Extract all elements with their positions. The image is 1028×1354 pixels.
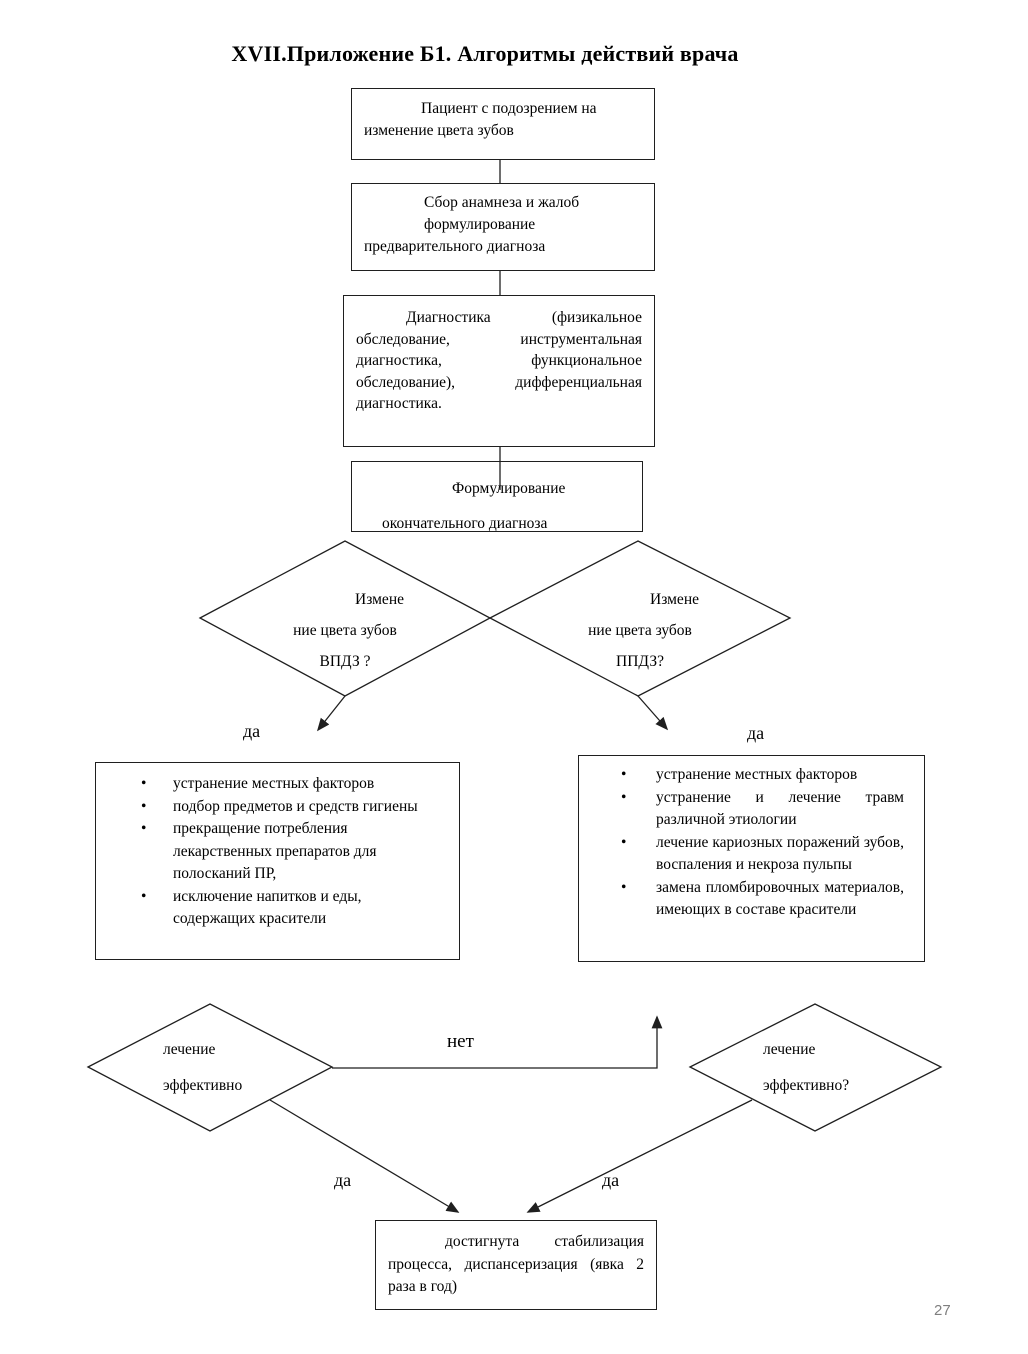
list-item (141, 886, 459, 931)
arrow-ppdz-yes (638, 696, 667, 729)
list-item (621, 764, 924, 787)
list-item (141, 796, 459, 819)
page-number: 27 (934, 1302, 951, 1319)
list-item (141, 773, 459, 796)
list-item-text: исключение напитков и еды, содержащих красители (173, 887, 362, 927)
bullet-icon: • (141, 820, 147, 837)
actions-ppdz-list (579, 764, 924, 922)
label-no: нет (447, 1031, 474, 1052)
box-final-diagnosis-text: Формулирование окончательного диагноза (382, 480, 566, 532)
list-item (621, 832, 924, 877)
diamond-treatment-left-line: лечение (163, 1041, 216, 1058)
label-yes-bottom-right: да (602, 1170, 620, 1190)
list-item-text: устранение и лечение травм различной этиологии (656, 788, 904, 828)
box-anamnesis-line: формулирование предварительного диагноза (364, 216, 546, 255)
box-diagnostics (343, 295, 655, 447)
box-final-diagnosis (351, 461, 643, 532)
label-yes-top-left: да (243, 721, 261, 741)
box-outcome (375, 1220, 657, 1310)
bullet-icon: • (141, 775, 147, 792)
list-item-text: устранение местных факторов (656, 766, 858, 783)
diamond-ppdz-line: Измене (650, 591, 699, 608)
arrow-no-feedback (332, 1017, 657, 1068)
list-item-text: лечение кариозных поражений зубов, воспаления и некроза пульпы (656, 833, 904, 873)
page-title: XVII.Приложение Б1. Алгоритмы действий врача (231, 41, 739, 66)
list-item-text: подбор предметов и средств гигиены (173, 797, 418, 815)
arrow-yes-bottom-right (528, 1100, 752, 1212)
diamond-vpdz-line: Измене (355, 591, 404, 608)
diamond-treatment-right-text (763, 1032, 913, 1104)
box-diagnostics-text: Диагностика (физикальное обследование, инструментальная диагностика, функциональное обследование), дифференциальная диагностика. (356, 309, 642, 412)
box-anamnesis-line: Сбор анамнеза и жалоб (424, 194, 580, 211)
bullet-icon: • (621, 788, 627, 806)
diamond-ppdz-line: ние цвета зубов (588, 622, 692, 639)
list-item-text: устранение местных факторов (173, 775, 375, 792)
diamond-treatment-left-text (163, 1032, 313, 1104)
list-item-text: прекращение потребления лекарственных препаратов для полосканий ПР, (173, 820, 377, 882)
list-item-text: замена пломбировочных материалов, имеющих в составе красители (656, 878, 904, 918)
list-item (621, 877, 924, 922)
box-actions-vpdz (95, 762, 460, 960)
diamond-vpdz-line: ВПДЗ ? (319, 653, 371, 670)
diamond-vpdz-line: ние цвета зубов (293, 622, 397, 639)
label-yes-top-right: да (747, 723, 765, 743)
diamond-treatment-right-line: эффективно? (763, 1077, 850, 1094)
bullet-icon: • (621, 833, 627, 851)
box-patient (351, 88, 655, 160)
label-yes-bottom-left: да (334, 1170, 352, 1190)
bullet-icon: • (621, 766, 627, 783)
box-outcome-text: достигнута стабилизация процесса, диспансеризация (явка 2 раза в год) (388, 1233, 644, 1295)
arrow-yes-bottom-left (270, 1100, 458, 1212)
diamond-ppdz-text (575, 584, 705, 677)
list-item (621, 787, 924, 832)
diamond-treatment-right-line: лечение (763, 1041, 816, 1058)
arrow-vpdz-yes (318, 696, 345, 730)
box-actions-ppdz (578, 755, 925, 962)
list-item (141, 818, 459, 886)
actions-vpdz-list (96, 773, 459, 931)
bullet-icon: • (141, 887, 147, 905)
bullet-icon: • (621, 878, 627, 896)
bullet-icon: • (141, 797, 147, 815)
diamond-treatment-left-line: эффективно (163, 1077, 243, 1094)
box-anamnesis (351, 183, 655, 271)
box-patient-text: Пациент с подозрением на изменение цвета зубов (364, 100, 597, 139)
diamond-vpdz-text (280, 584, 410, 677)
diamond-ppdz-line: ППДЗ? (616, 653, 664, 670)
